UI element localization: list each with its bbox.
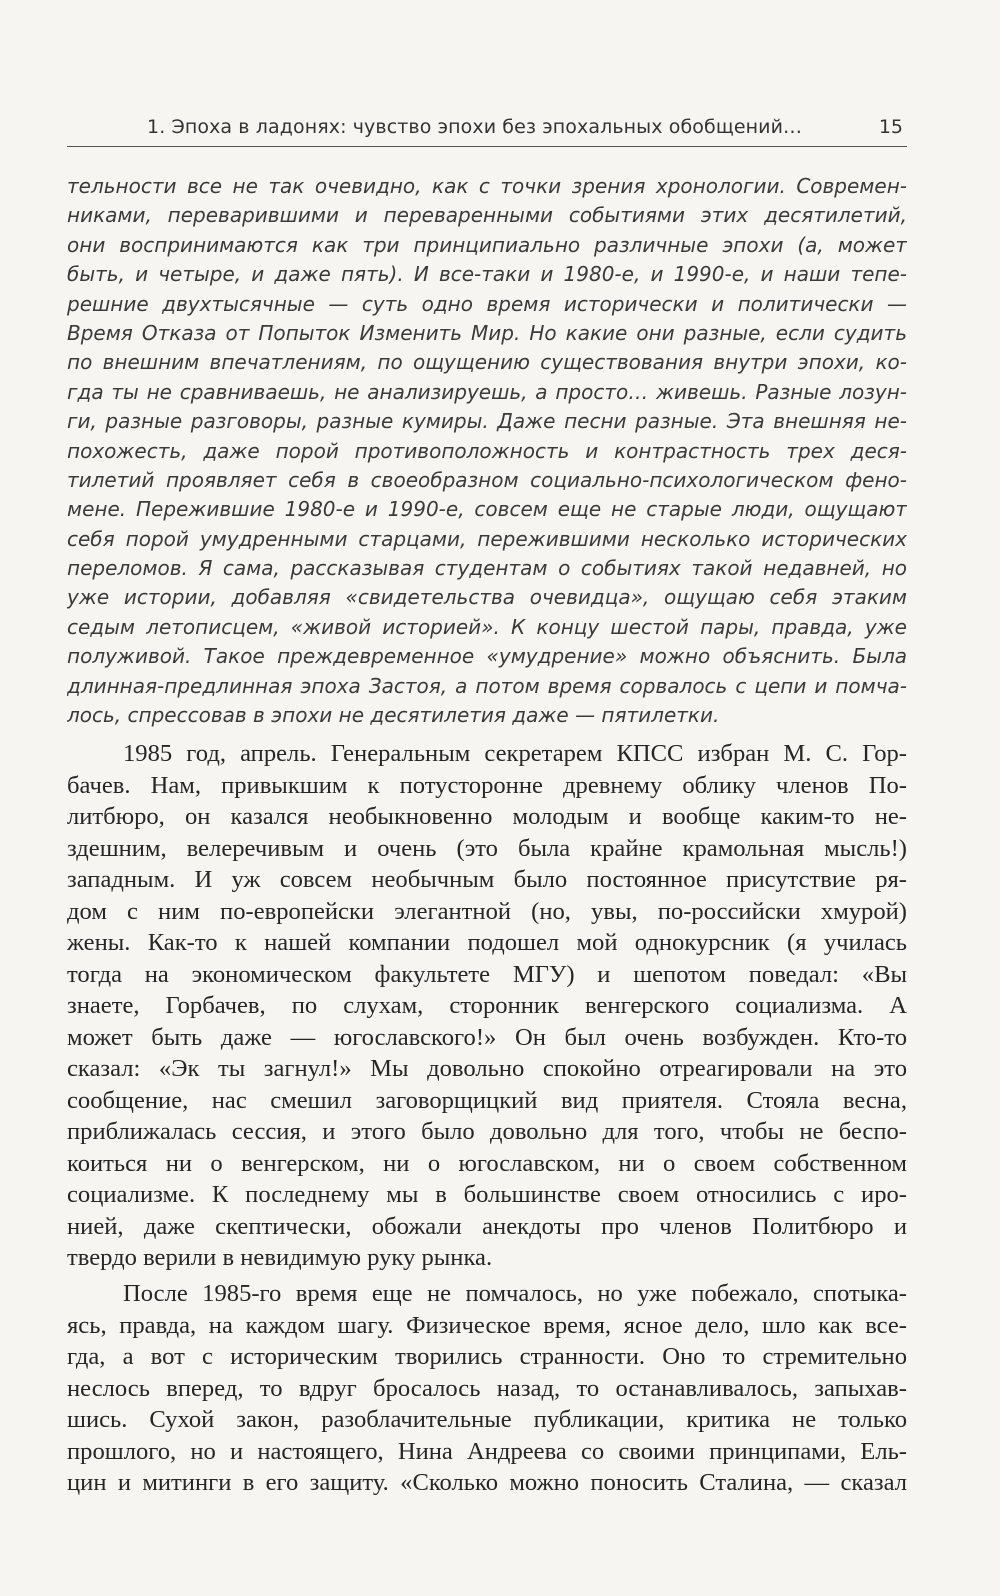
text-line: литбюро, он казался необыкновенно молодым и вообще каким-то не- [67, 803, 907, 830]
text-line: После 1985-го время еще не помчалось, но уже побежало, спотыка- [123, 1280, 907, 1307]
text-line: никами, переварившими и переваренными событиями этих десятилетий, [67, 203, 907, 228]
text-line: мене. Пережившие 1980-е и 1990-е, совсем еще не старые люди, ощущают [67, 497, 907, 522]
paragraph-1985 [67, 738, 907, 1274]
italic-paragraph [67, 172, 907, 730]
text-line: длинная-предлинная эпоха Застоя, а потом время сорвалось с цепи и помча- [67, 673, 907, 698]
text-line: твердо верили в невидимую руку рынка. [67, 1244, 493, 1271]
text-line: здешним, велеречивым и очень (это была крайне крамольная мысль!) [67, 834, 907, 862]
text-line: тилетий проявляет себя в своеобразном социально-психологическом фено- [67, 467, 907, 492]
text-line: гда, а вот с историческим творились странности. Оно то стремительно [67, 1343, 907, 1370]
text-line: цин и митинги в его защиту. «Сколько можно поносить Сталина, — сказал [67, 1469, 907, 1496]
text-line: решние двухтысячные — суть одно время исторически и политически — [67, 291, 907, 316]
text-line: уже истории, добавляя «свидетельства очевидца», ощущаю себя этаким [67, 585, 907, 610]
text-line: жены. Как-то к нашей компании подошел мой однокурсник (я училась [67, 929, 907, 956]
text-line: по внешним впечатлениям, по ощущению существования внутри эпохи, ко- [67, 350, 907, 375]
text-line: полуживой. Такое преждевременное «умудрение» можно объяснить. Была [67, 644, 907, 669]
text-line: себя порой умудренными старцами, пережившими несколько исторических [67, 526, 907, 551]
text-line: дом с ним по-европейски элегантной (но, увы, по-российски хмурой) [67, 897, 907, 925]
text-line: тогда на экономическом факультете МГУ) и шепотом поведал: «Вы [67, 960, 907, 988]
text-line: шись. Сухой закон, разоблачительные публикации, критика не только [67, 1406, 907, 1433]
text-line: 1985 год, апрель. Генеральным секретарем КПСС избран М. С. Гор- [123, 740, 907, 767]
running-title: 1. Эпоха в ладонях: чувство эпохи без эпохальных обобщений… [147, 116, 803, 138]
text-line: похожесть, даже порой противоположность и контрастность трех деся- [67, 438, 907, 463]
text-line: тельности все не так очевидно, как с точки зрения хронологии. Современ- [67, 174, 907, 198]
text-line: неслось вперед, то вдруг бросалось назад, то останавливалось, запыхав- [67, 1374, 907, 1402]
text-line: лось, спрессовав в эпохи не десятилетия даже — пятилетки. [67, 703, 720, 728]
text-line: гда ты не сравниваешь, не анализируешь, а просто… живешь. Разные лозун- [67, 379, 907, 404]
text-line: Время Отказа от Попыток Изменить Мир. Но какие они разные, если судить [67, 320, 907, 345]
text-line: коиться ни о венгерском, ни о югославском, ни о своем собственном [67, 1149, 907, 1177]
paragraph-after-1985 [67, 1278, 907, 1499]
text-line: приближалась сессия, и этого было довольно для того, чтобы не беспо- [67, 1118, 907, 1145]
text-line: сказал: «Эк ты загнул!» Мы довольно спокойно отреагировали на это [67, 1055, 907, 1082]
text-line: прошлого, но и настоящего, Нина Андреева со своими принципами, Ель- [67, 1437, 907, 1465]
text-line: они воспринимаются как три принципиально различные эпохи (а, может [67, 232, 907, 257]
page-number: 15 [878, 116, 903, 138]
text-line: седым летописцем, «живой историей». К концу шестой пары, правда, уже [67, 614, 907, 639]
text-line: ясь, правда, на каждом шагу. Физическое время, ясное дело, шло как все- [67, 1311, 907, 1339]
text-line: переломов. Я сама, рассказывая студентам о событиях такой недавней, но [67, 556, 907, 581]
text-line: ги, разные разговоры, разные кумиры. Даже песни разные. Эта внешняя не- [67, 409, 907, 434]
text-line: бачев. Нам, привыкшим к потусторонне древнему облику членов По- [67, 771, 907, 799]
text-line: может быть даже — югославского!» Он был очень возбужден. Кто-то [67, 1023, 907, 1051]
page-header [67, 112, 907, 147]
text-line: нией, даже скептически, обожали анекдоты про членов Политбюро и [67, 1212, 907, 1240]
text-line: сообщение, нас смешил заговорщицкий вид приятеля. Стояла весна, [67, 1086, 907, 1114]
text-line: быть, и четыре, и даже пять). И все-таки и 1980-е, и 1990-е, и наши тепе- [67, 262, 907, 287]
text-line: социализме. К последнему мы в большинстве своем относились с иро- [67, 1181, 907, 1208]
text-line: знаете, Горбачев, по слухам, сторонник венгерского социализма. А [67, 992, 907, 1019]
text-line: западным. И уж совсем необычным было постоянное присутствие ря- [67, 866, 907, 893]
